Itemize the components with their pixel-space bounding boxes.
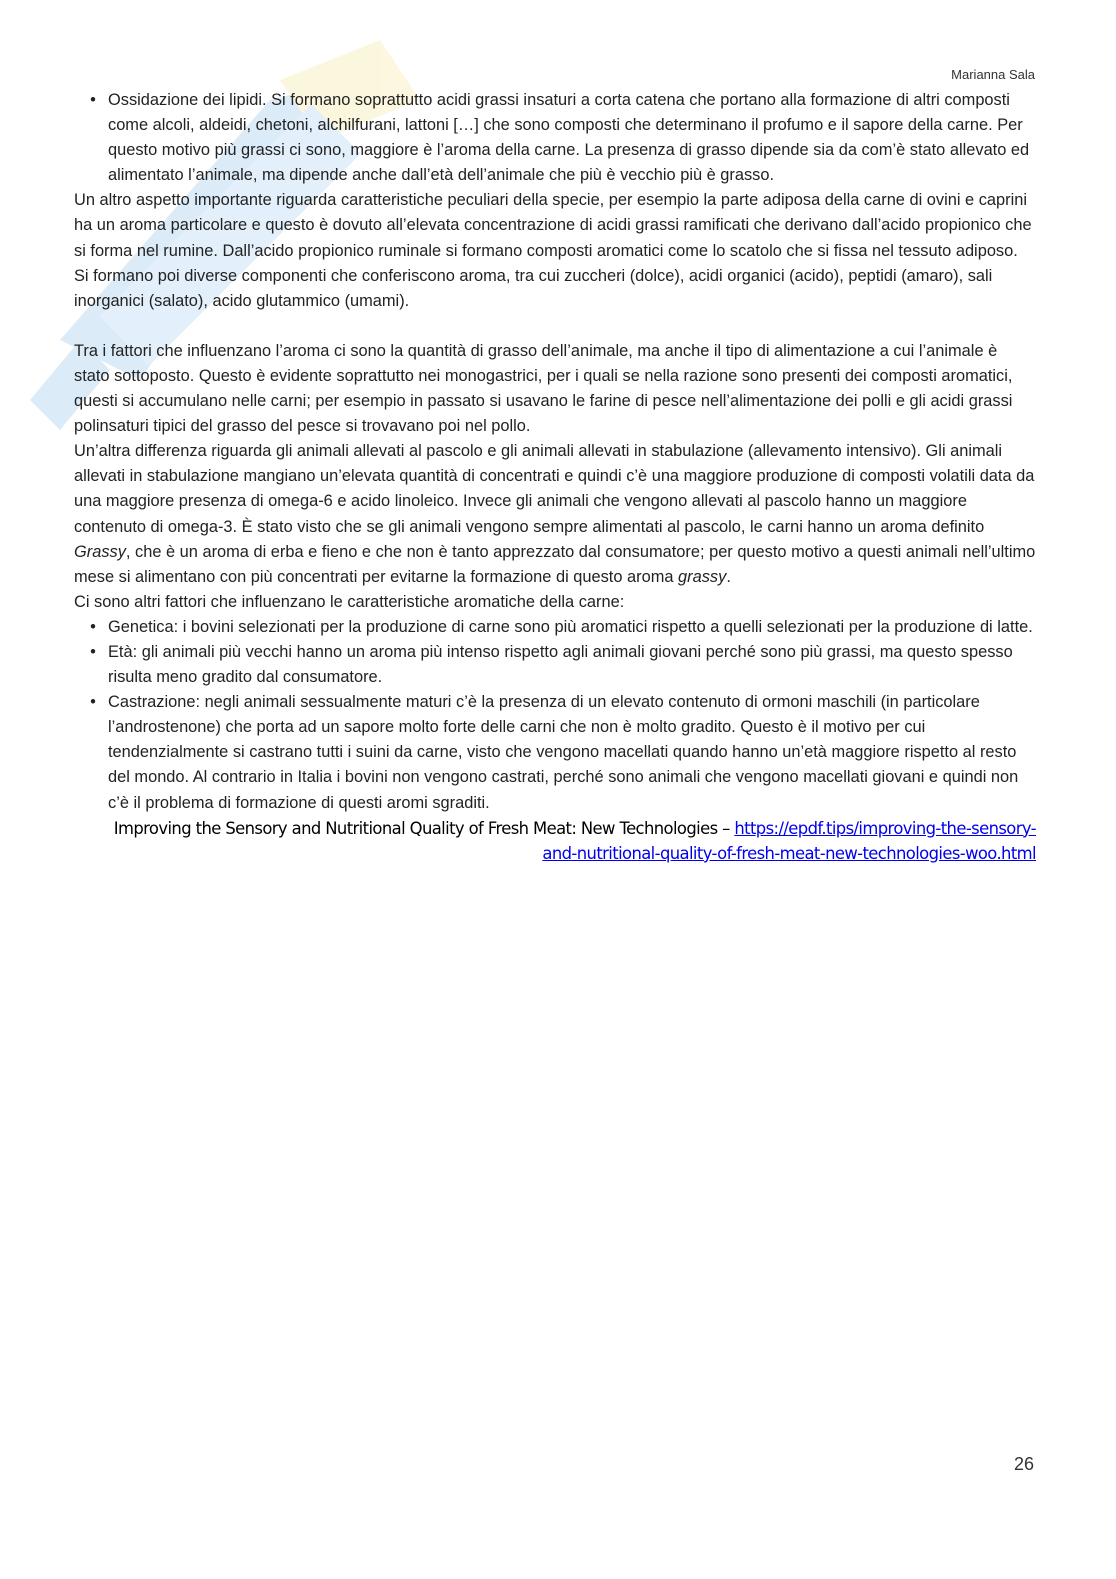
paragraph-pasture [74,439,1036,590]
spacer [74,314,1036,339]
text-run: . [726,567,731,586]
page-number: 26 [1013,1454,1034,1474]
paragraph-feeding: Tra i fattori che influenzano l’aroma ci sono la quantità di grasso dell’animale, ma anche il tipo di alimentazione a cui l’animale è stato sottoposto. Questo è evidente soprattutto nei monogastrici, per i quali se nella razione sono presenti dei composti aromatici, questi si accumulano nelle carni; per esempio in passato si usavano le farine di pesce nell’alimentazione dei polli e gli acidi grassi polinsaturi tipici del grasso del pesce si trovavano poi nel pollo. [74,341,1013,436]
list-item-text: Genetica: i bovini selezionati per la produzione di carne sono più aromatici rispetto a quelli selezionati per la produzione di latte. [108,617,1033,636]
header-author: Marianna Sala [951,67,1035,82]
bullet-icon: • [90,91,96,109]
list-item-text: Castrazione: negli animali sessualmente maturi c’è la presenza di un elevato contenuto di ormoni maschili (in particolare l’androstenone) che porta ad un sapore molto forte delle carni che non è molto gradito. Questo è il motivo per cui tendenzialmente si castrano tutti i suini da carne, visto che vengono macellati quando hanno un’età maggiore rispetto al resto del mondo. Al contrario in Italia i bovini non vengono castrati, perché sono animali che vengono macellati giovani e quindi non c’è il problema di formazione di questi aromi sgraditi. [108,693,1019,812]
list-item-text: Età: gli animali più vecchi hanno un aroma più intenso rispetto agli animali giovani perché sono più grassi, ma questo spesso risulta meno gradito dal consumatore. [108,642,1013,687]
reference-link[interactable]: https://epdf.tips/improving-the-sensory-and-nutritional-quality-of-fresh-meat-new-technologies-woo.html [542,818,1036,863]
bullet-list-top [74,88,1036,188]
reference [74,816,1036,866]
list-item [74,640,1036,690]
italic-term: grassy [678,567,727,586]
list-item [74,88,1036,188]
list-item [74,690,1036,815]
bullet-icon: • [90,642,96,661]
bullet-icon: • [90,617,96,636]
list-item-text: Ossidazione dei lipidi. Si formano soprattutto acidi grassi insaturi a corta catena che portano alla formazione di altri composti come alcoli, aldeidi, chetoni, alchilfurani, lattoni […] che sono composti che determinano il profumo e il sapore della carne. Per questo motivo più grassi ci sono, maggiore è l’aroma della carne. La presenza di grasso dipende sia da com’è stato allevato ed alimentato l’animale, ma dipende anche dall’età dell’animale che più è vecchio più è grasso. [108,91,1030,185]
paragraph-components: Si formano poi diverse componenti che conferiscono aroma, tra cui zuccheri (dolce), acidi organici (acido), peptidi (amaro), sali inorganici (salato), acido glutammico (umami). [74,266,993,310]
bullet-icon: • [90,693,96,712]
text-run: Un’altra differenza riguarda gli animali allevati al pascolo e gli animali allevati in stabulazione (allevamento intensivo). Gli animali allevati in stabulazione mangiano un’elevata quantità di concentrati e quindi c’è una maggiore produzione di composti volatili data da una maggiore presenza di omega-6 e acido linoleico. Invece gli animali che vengono allevati al pascolo hanno un maggiore contenuto di omega-3. È stato visto che se gli animali vengono sempre alimentati al pascolo, le carni hanno un aroma definito [74,442,1035,536]
text-run: , che è un aroma di erba e fieno e che non è tanto apprezzato dal consumatore; per questo motivo a questi animali nell’ultimo mese si alimentano con più concentrati per evitarne la formazione di questo aroma [74,542,1036,586]
reference-title: Improving the Sensory and Nutritional Quality of Fresh Meat: New Technologies – [113,818,735,838]
paragraph-other-factors: Ci sono altri fattori che influenzano le caratteristiche aromatiche della carne: [74,592,625,611]
list-item [74,615,1036,640]
main-content [74,88,1036,866]
paragraph-species: Un altro aspetto importante riguarda caratteristiche peculiari della specie, per esempio la parte adiposa della carne di ovini e caprini ha un aroma particolare e questo è dovuto all’elevata concentrazione di acidi grassi ramificati che derivano dall’acido propionico che si forma nel rumine. Dall’acido propionico ruminale si formano composti aromatici come lo scatolo che si fissa nel tessuto adiposo. [74,191,1032,260]
bullet-list-factors [74,615,1036,816]
italic-term: Grassy [74,542,126,561]
